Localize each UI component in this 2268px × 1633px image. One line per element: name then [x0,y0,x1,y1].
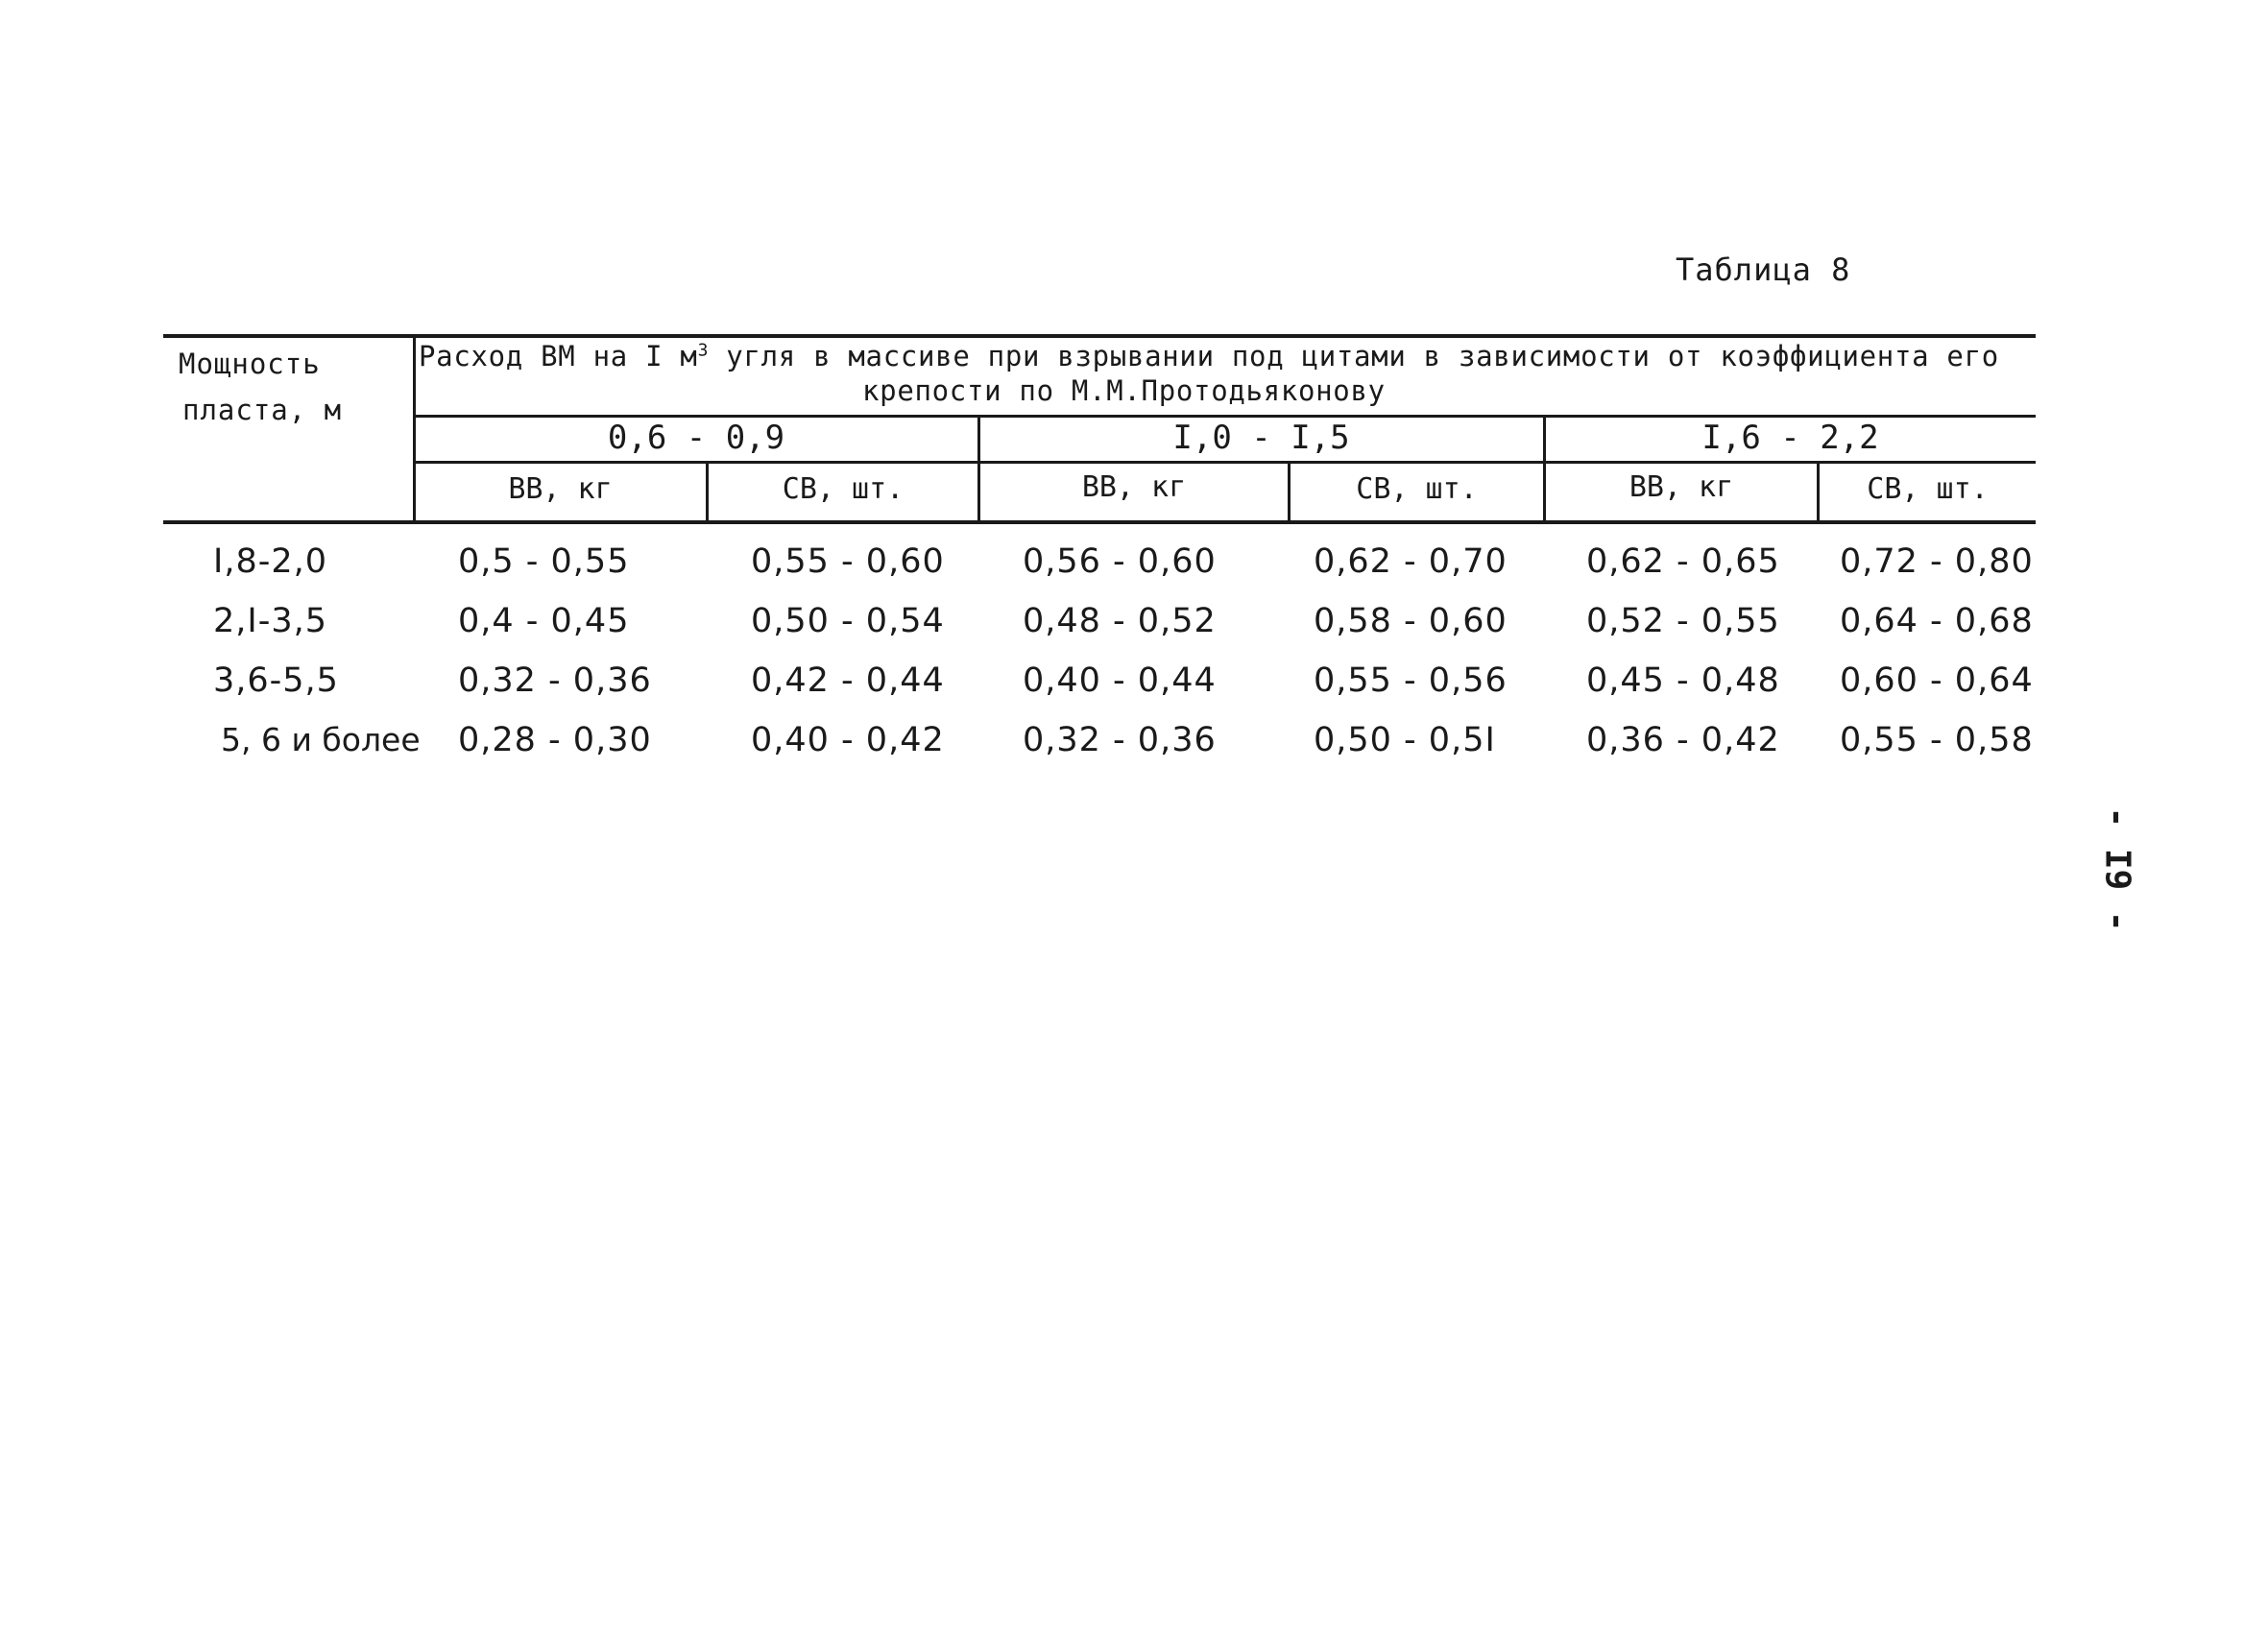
cell-vv-2: 0,48 - 0,52 [1023,602,1217,640]
cell-sv-2: 0,55 - 0,56 [1314,661,1508,700]
cell-sv-1: 0,40 - 0,42 [751,721,945,759]
table-top-rule [163,334,2036,338]
cell-sv-3: 0,72 - 0,80 [1840,542,2034,581]
cell-vv-3: 0,45 - 0,48 [1586,661,1780,700]
subcol-header-4: СВ, шт. [1356,472,1478,506]
subcol-header-6: СВ, шт. [1867,472,1989,506]
cell-vv-2: 0,32 - 0,36 [1023,721,1217,759]
main-header-text-b: угля в массиве при взрывании под цитами в зависимости от коэффициента его [709,340,1999,372]
row-header-line1: Мощность [179,348,321,380]
range-header-2: I,0 - I,5 [1172,419,1350,457]
subcol-header-2: СВ, шт. [782,472,905,506]
cell-vv-1: 0,32 - 0,36 [458,661,652,700]
cell-sv-2: 0,62 - 0,70 [1314,542,1508,581]
cell-vv-3: 0,52 - 0,55 [1586,602,1780,640]
subcol-header-3: ВВ, кг [1081,470,1187,504]
cell-vv-3: 0,62 - 0,65 [1586,542,1780,581]
row-header-line2: пласта, м [182,394,343,426]
main-header-superscript: 3 [697,340,710,361]
cell-sv-2: 0,58 - 0,60 [1314,602,1508,640]
main-header-line1 [419,340,1999,372]
cell-vv-1: 0,4 - 0,45 [458,602,630,640]
subcol-top-rule [415,461,2036,464]
row-label: I,8-2,0 [213,542,328,581]
cell-sv-3: 0,64 - 0,68 [1840,602,2034,640]
cell-sv-3: 0,55 - 0,58 [1840,721,2034,759]
table-caption: Таблица 8 [1676,252,1851,288]
subcol-header-1: ВВ, кг [508,472,613,506]
cell-sv-2: 0,50 - 0,5I [1314,721,1496,759]
cell-vv-1: 0,28 - 0,30 [458,721,652,759]
range-header-1: 0,6 - 0,9 [607,419,785,457]
subcol-header-5: ВВ, кг [1629,470,1734,504]
row-label: 5, 6 и более [221,721,421,758]
cell-sv-1: 0,42 - 0,44 [751,661,945,700]
cell-vv-2: 0,56 - 0,60 [1023,542,1217,581]
header-bottom-rule [163,520,2036,524]
cell-vv-2: 0,40 - 0,44 [1023,661,1217,700]
cell-vv-1: 0,5 - 0,55 [458,542,630,581]
cell-sv-3: 0,60 - 0,64 [1840,661,2034,700]
range-header-3: I,6 - 2,2 [1701,419,1879,457]
range-top-rule [415,415,2036,418]
row-label: 2,I-3,5 [213,602,328,640]
cell-sv-1: 0,50 - 0,54 [751,602,945,640]
main-header-text-a: Расход ВМ на I м [419,340,698,372]
main-header-line2: крепости по М.М.Протодьяконову [862,374,1386,407]
page-number: - I9 - [2097,806,2137,932]
row-label: 3,6-5,5 [213,661,339,700]
cell-vv-3: 0,36 - 0,42 [1586,721,1780,759]
cell-sv-1: 0,55 - 0,60 [751,542,945,581]
